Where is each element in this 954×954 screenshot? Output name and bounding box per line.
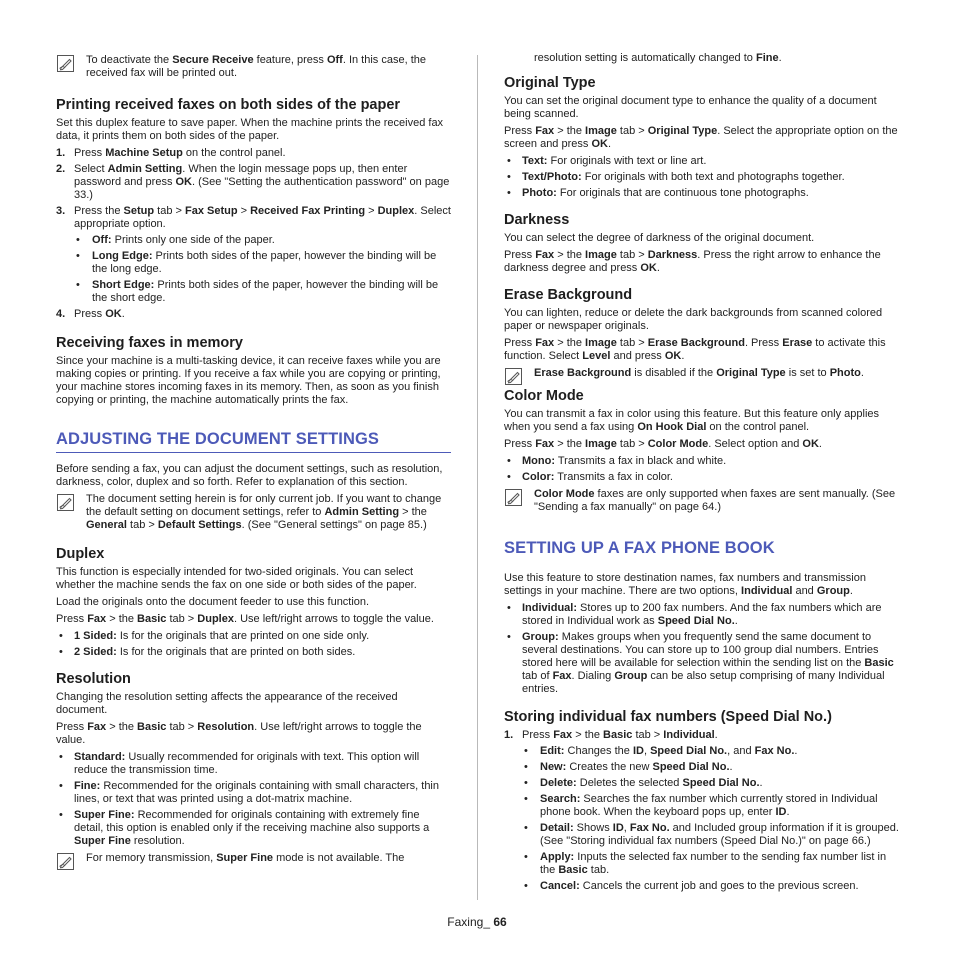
note-super-fine xyxy=(56,852,451,865)
duplex-options xyxy=(56,630,451,659)
color-p2: Press Fax > the Image tab > Color Mode. Select option and OK. xyxy=(504,438,822,450)
heading-receiving-memory: Receiving faxes in memory xyxy=(56,335,243,351)
original-p1: You can set the original document type to enhance the quality of a document being scanned. xyxy=(504,95,877,120)
note-secure-receive xyxy=(56,54,451,80)
step-1: 1. Press Fax > the Basic tab > Individual. • Edit: Changes the ID, Speed Dial No., and Fax No.. • New: Creates the new Speed Dial No.. • Delete: Deletes the selected Speed Dial No.. • Search: Searches the fax number which currently stored in Individual phone book. When the keyboard pops up, enter ID. • Detail: Shows ID, Fax No. and Included group information if it is grouped. (See "Storing individual fax numbers (Speed Dial No.)" on page 66.) • Apply: Inputs the selected fax number to the sending fax number list in the Basic tab. • Cancel: Cancels the current job and goes to the previous screen. xyxy=(504,729,899,893)
step-1: 1. Press Machine Setup on the control panel. xyxy=(56,147,286,159)
option-1-sided: • 1 Sided: Is for the originals that are printed on one side only. xyxy=(56,630,451,643)
option-individual: • Individual: Stores up to 200 fax numbers. And the fax numbers which are stored in Individual work as Speed Dial No.. xyxy=(504,602,899,628)
option-long-edge: • Long Edge: Prints both sides of the paper, however the binding will be the long edge. xyxy=(74,250,451,276)
duplex-print-options xyxy=(74,234,451,305)
note-pencil-icon xyxy=(57,55,74,72)
erase-p1: You can lighten, reduce or delete the dark backgrounds from scanned colored paper or newspaper originals. xyxy=(504,307,883,332)
individual-options xyxy=(522,745,899,893)
option-cancel: • Cancel: Cancels the current job and goes to the previous screen. xyxy=(522,880,899,893)
option-super-fine: • Super Fine: Recommended for originals containing with extremely fine detail, this option is enabled only if the receiving machine also supports a Super Fine resolution. xyxy=(56,809,451,848)
note-text: Color Mode faxes are only supported when faxes are sent manually. (See "Sending a fax manually" on page 64.) xyxy=(534,488,896,513)
option-standard: • Standard: Usually recommended for originals with text. This option will reduce the transmission time. xyxy=(56,751,451,777)
heading-color-mode: Color Mode xyxy=(504,388,584,404)
heading-erase-background: Erase Background xyxy=(504,287,633,303)
option-text-photo: • Text/Photo: For originals with both text and photographs together. xyxy=(504,171,899,184)
heading-resolution: Resolution xyxy=(56,671,131,687)
option-off: • Off: Prints only one side of the paper. xyxy=(74,234,451,247)
step-2: 2. Select Admin Setting. When the login message pops up, then enter password and press OK. (See "Setting the authentication password" on page 33.) xyxy=(56,163,450,201)
resolution-p2: Press Fax > the Basic tab > Resolution. Use left/right arrows to toggle the value. xyxy=(56,721,422,746)
phonebook-options xyxy=(504,602,899,696)
option-edit: • Edit: Changes the ID, Speed Dial No., and Fax No.. xyxy=(522,745,899,758)
printing-intro: Set this duplex feature to save paper. When the machine prints the received fax data, it prints them on both sides of the paper. xyxy=(56,117,444,142)
duplex-p2: Load the originals onto the document feeder to use this function. xyxy=(56,596,370,608)
adjusting-intro: Before sending a fax, you can adjust the document settings, such as resolution, darkness, color, duplex and so forth. Refer to explanation of this section. xyxy=(56,463,443,488)
duplex-p1: This function is especially intended for two-sided originals. You can select whether the machine sends the fax on one side or both sides of the paper. xyxy=(56,566,417,591)
heading-darkness: Darkness xyxy=(504,212,570,228)
note-document-setting xyxy=(56,493,451,532)
note-pencil-icon xyxy=(57,853,74,870)
option-group: • Group: Makes groups when you frequently send the same document to several destinations. You can store up to 100 group dial numbers. Entries stored here will be available for selection within the sending list on the Basic tab of Fax. Dialing Group can be also setup comprising of many Individual entries. xyxy=(504,631,899,696)
note-erase-background xyxy=(504,367,899,380)
option-mono: • Mono: Transmits a fax in black and white. xyxy=(504,455,899,468)
option-color: • Color: Transmits a fax in color. xyxy=(504,471,899,484)
note-pencil-icon xyxy=(57,494,74,511)
printing-steps xyxy=(56,147,451,321)
heading-rule xyxy=(56,452,451,453)
footer-label: Faxing_ xyxy=(447,915,494,929)
note-text: To deactivate the Secure Receive feature, press Off. In this case, the received fax will be printed out. xyxy=(86,54,426,79)
heading-adjusting-document-settings: ADJUSTING THE DOCUMENT SETTINGS xyxy=(56,430,380,448)
duplex-p3: Press Fax > the Basic tab > Duplex. Use left/right arrows to toggle the value. xyxy=(56,613,434,625)
note-pencil-icon xyxy=(505,489,522,506)
note-text: Erase Background is disabled if the Original Type is set to Photo. xyxy=(534,367,864,379)
note-text: For memory transmission, Super Fine mode is not available. The xyxy=(86,852,405,864)
step-3: 3. Press the Setup tab > Fax Setup > Received Fax Printing > Duplex. Select appropriate option. • Off: Prints only one side of the paper. • Long Edge: Prints both sides of the paper, however the binding will be the long edge. • Short Edge: Prints both sides of the paper, however the binding will be the short edge. xyxy=(56,205,451,305)
darkness-p2: Press Fax > the Image tab > Darkness. Press the right arrow to enhance the darkness degree and press OK. xyxy=(504,249,881,274)
heading-storing-individual-fax-numbers: Storing individual fax numbers (Speed Dial No.) xyxy=(504,709,832,725)
color-p1: You can transmit a fax in color using this feature. But this feature only applies when you send a fax using On Hook Dial on the control panel. xyxy=(504,408,880,433)
option-fine: • Fine: Recommended for the originals containing with small characters, thin lines, or text that was printed using a dot-matrix machine. xyxy=(56,780,451,806)
original-type-options xyxy=(504,155,899,200)
option-new: • New: Creates the new Speed Dial No.. xyxy=(522,761,899,774)
note-text: The document setting herein is for only current job. If you want to change the default setting on document settings, refer to Admin Setting > the General tab > Default Settings. (See "General settings" on page 85.) xyxy=(86,493,442,531)
option-detail: • Detail: Shows ID, Fax No. and Included group information if it is grouped. (See "Storing individual fax numbers (Speed Dial No.)" on page 66.) xyxy=(522,822,899,848)
column-divider xyxy=(477,55,478,900)
note-continuation: resolution setting is automatically changed to Fine. xyxy=(534,52,782,64)
note-color-mode xyxy=(504,488,899,514)
heading-original-type: Original Type xyxy=(504,75,596,91)
right-column xyxy=(504,52,899,897)
erase-p2: Press Fax > the Image tab > Erase Background. Press Erase to activate this function. Select Level and press OK. xyxy=(504,337,886,362)
page-number: 66 xyxy=(493,915,507,929)
color-mode-options xyxy=(504,455,899,484)
option-short-edge: • Short Edge: Prints both sides of the paper, however the binding will be the short edge. xyxy=(74,279,451,305)
option-apply: • Apply: Inputs the selected fax number to the sending fax number list in the Basic tab. xyxy=(522,851,899,877)
heading-printing-both-sides: Printing received faxes on both sides of the paper xyxy=(56,97,401,113)
left-column xyxy=(56,52,451,871)
option-2-sided: • 2 Sided: Is for the originals that are printed on both sides. xyxy=(56,646,451,659)
heading-rule xyxy=(504,561,899,562)
resolution-options xyxy=(56,751,451,848)
heading-duplex: Duplex xyxy=(56,546,105,562)
option-delete: • Delete: Deletes the selected Speed Dial No.. xyxy=(522,777,899,790)
option-photo: • Photo: For originals that are continuous tone photographs. xyxy=(504,187,899,200)
memory-text: Since your machine is a multi-tasking device, it can receive faxes while you are making copies or printing. If you receive a fax while you are copying or printing, your machine stores incoming faxes in its memory. Then, as soon as you finish copying or printing, the machine automatically prints the fax. xyxy=(56,355,441,406)
heading-setting-up-fax-phone-book: SETTING UP A FAX PHONE BOOK xyxy=(504,539,775,557)
note-pencil-icon xyxy=(505,368,522,385)
option-search: • Search: Searches the fax number which currently stored in Individual phone book. When the keyboard pops up, enter ID. xyxy=(522,793,899,819)
original-p2: Press Fax > the Image tab > Original Type. Select the appropriate option on the screen and press OK. xyxy=(504,125,898,150)
page-footer xyxy=(0,915,954,929)
phonebook-intro: Use this feature to store destination names, fax numbers and transmission settings in your machine. There are two options, Individual and Group. xyxy=(504,572,866,597)
step-4: 4. Press OK. xyxy=(56,308,125,320)
darkness-p1: You can select the degree of darkness of the original document. xyxy=(504,232,815,244)
option-text: • Text: For originals with text or line art. xyxy=(504,155,899,168)
resolution-p1: Changing the resolution setting affects the appearance of the received document. xyxy=(56,691,398,716)
speed-dial-steps xyxy=(504,729,899,893)
